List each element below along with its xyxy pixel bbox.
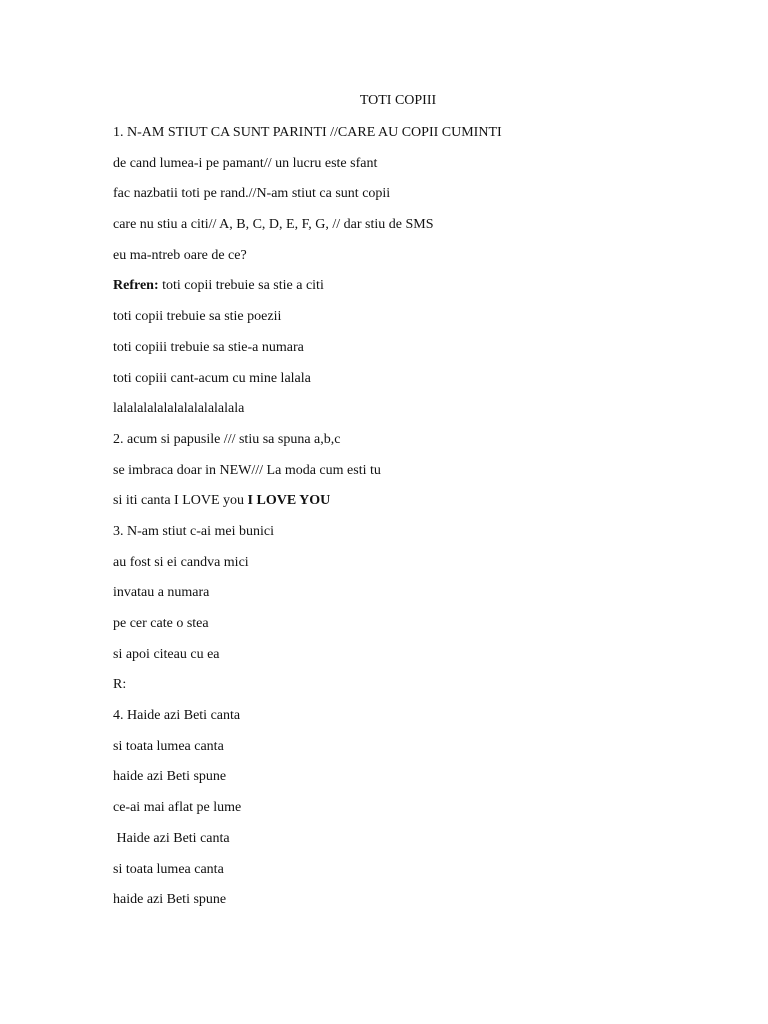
lyric-line: haide azi Beti spune (113, 892, 227, 908)
lyric-line: invatau a numara (113, 585, 210, 601)
refren-line (113, 277, 713, 308)
song-title: TOTI COPIII (359, 93, 437, 108)
lyric-line: de cand lumea-i pe pamant// un lucru este sfant (113, 155, 378, 171)
lyric-line: toti copii trebuie sa stie poezii (113, 309, 282, 325)
lyric-line: ce-ai mai aflat pe lume (113, 800, 242, 816)
lyric-line: 4. Haide azi Beti canta (113, 708, 241, 724)
lyric-line: toti copiii trebuie sa stie-a numara (113, 339, 304, 355)
lyric-line: 1. N-AM STIUT CA SUNT PARINTI //CARE AU COPII CUMINTI (113, 125, 502, 140)
lyric-line: R: (113, 677, 127, 693)
lyric-line: toti copiii cant-acum cu mine lalala (113, 370, 311, 386)
lyric-line: haide azi Beti spune (113, 769, 227, 785)
lyric-line: eu ma-ntreb oare de ce? (113, 247, 247, 263)
song-lyrics (113, 124, 713, 922)
lyric-line: 3. N-am stiut c-ai mei bunici (113, 523, 274, 539)
lyric-line: pe cer cate o stea (113, 616, 209, 631)
refren-label: Refren: (113, 278, 159, 294)
lyric-line: si toata lumea canta (113, 738, 224, 754)
lyric-line: si toata lumea canta (113, 861, 224, 877)
lyric-line: care nu stiu a citi// A, B, C, D, E, F, G, // dar stiu de SMS (113, 217, 434, 233)
lyric-line: Haide azi Beti canta (113, 830, 230, 846)
lyric-line: fac nazbatii toti pe rand.//N-am stiut ca sunt copii (113, 186, 391, 202)
lyric-line: se imbraca doar in NEW/// La moda cum esti tu (113, 462, 381, 478)
lyric-line: si apoi citeau cu ea (113, 646, 220, 662)
love-line (113, 492, 713, 523)
lyric-line: au fost si ei candva mici (113, 554, 249, 570)
refren-text: toti copii trebuie sa stie a citi (158, 278, 324, 294)
love-line-bold: I LOVE YOU (247, 493, 331, 509)
love-line-prefix: si iti canta I LOVE you (113, 493, 248, 509)
lyric-line: 2. acum si papusile /// stiu sa spuna a,b,c (113, 431, 341, 447)
lyric-line: lalalalalalalalalalalalala (113, 401, 245, 417)
